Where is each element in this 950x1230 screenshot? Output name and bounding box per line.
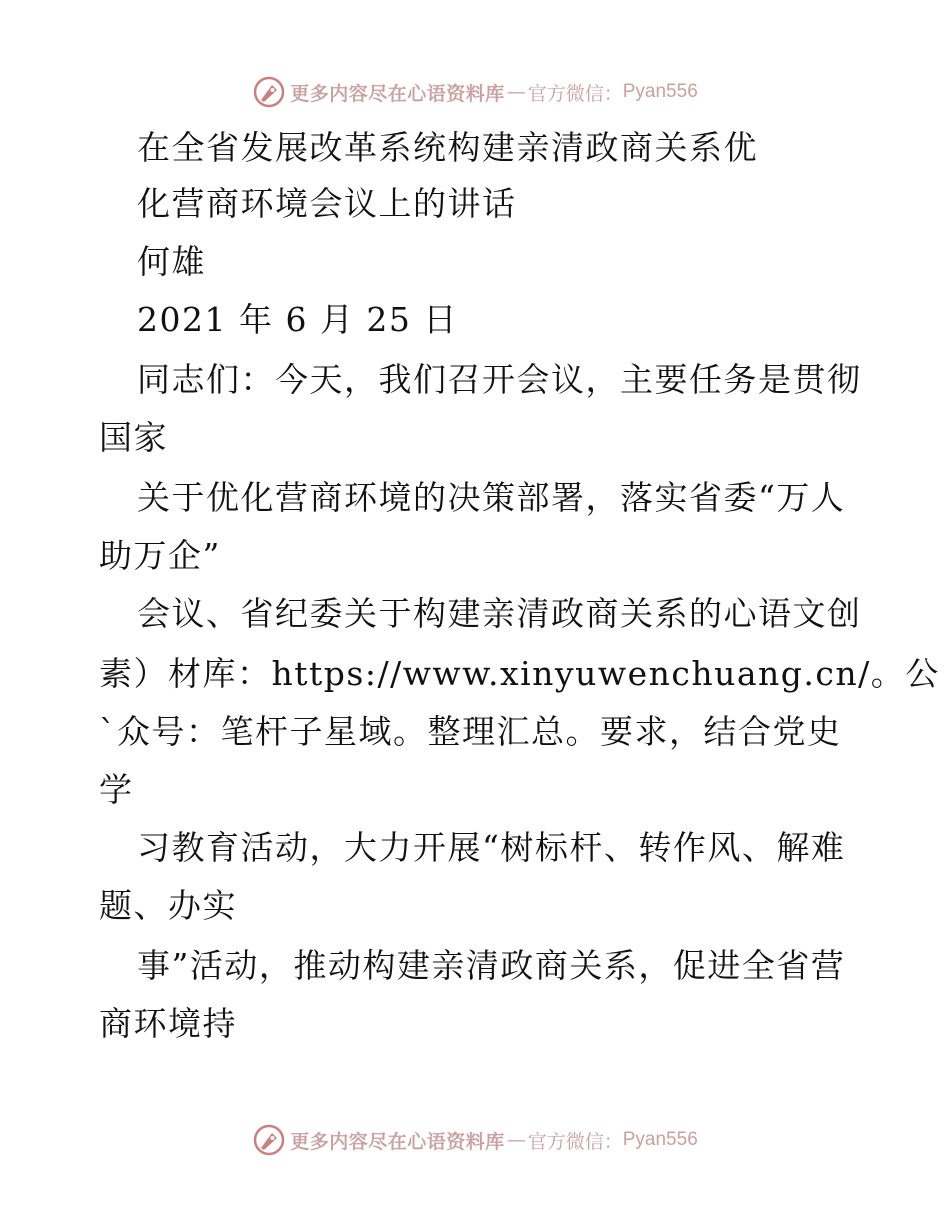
watermark-separator: — bbox=[506, 1129, 526, 1151]
document-date: 2021 年 6 月 25 日 bbox=[137, 300, 458, 339]
watermark-banner-bottom bbox=[0, 1120, 950, 1160]
body-line: 助万企” bbox=[99, 536, 221, 575]
watermark-separator: — bbox=[506, 81, 526, 103]
body-line: 关于优化营商环境的决策部署，落实省委“万人 bbox=[137, 478, 846, 517]
watermark-wechat-id: Pyan556 bbox=[622, 1129, 698, 1150]
body-line: 素）材库：https://www.xinyuwenchuang.cn/。公 bbox=[99, 654, 940, 693]
document-title-line-2: 化营商环境会议上的讲话 bbox=[137, 184, 517, 223]
document-author: 何雄 bbox=[137, 242, 206, 281]
body-line: 学 bbox=[99, 770, 134, 809]
document-title-line-1: 在全省发展改革系统构建亲清政商关系优 bbox=[137, 128, 758, 167]
body-line: 习教育活动，大力开展“树标杆、转作风、解难 bbox=[137, 828, 846, 867]
body-line: 同志们：今天，我们召开会议，主要任务是贯彻 bbox=[137, 360, 862, 399]
body-line: 国家 bbox=[99, 418, 168, 457]
watermark-text: 更多内容尽在心语资料库 bbox=[290, 1130, 505, 1153]
body-line: 会议、省纪委关于构建亲清政商关系的心语文创 bbox=[137, 594, 862, 633]
body-line: `众号：笔杆子星域。整理汇总。要求，结合党史 bbox=[99, 712, 842, 751]
watermark-wechat-label: 官方微信： bbox=[527, 1130, 623, 1153]
body-line: 题、办实 bbox=[99, 886, 237, 925]
body-line: 事”活动，推动构建亲清政商关系，促进全省营 bbox=[137, 946, 846, 985]
watermark-text: 更多内容尽在心语资料库 bbox=[290, 82, 505, 105]
body-line: 商环境持 bbox=[99, 1004, 237, 1043]
watermark-wechat-label: 官方微信： bbox=[527, 82, 623, 105]
pen-nib-logo-icon bbox=[252, 1123, 286, 1157]
watermark-wechat-id: Pyan556 bbox=[622, 81, 698, 102]
